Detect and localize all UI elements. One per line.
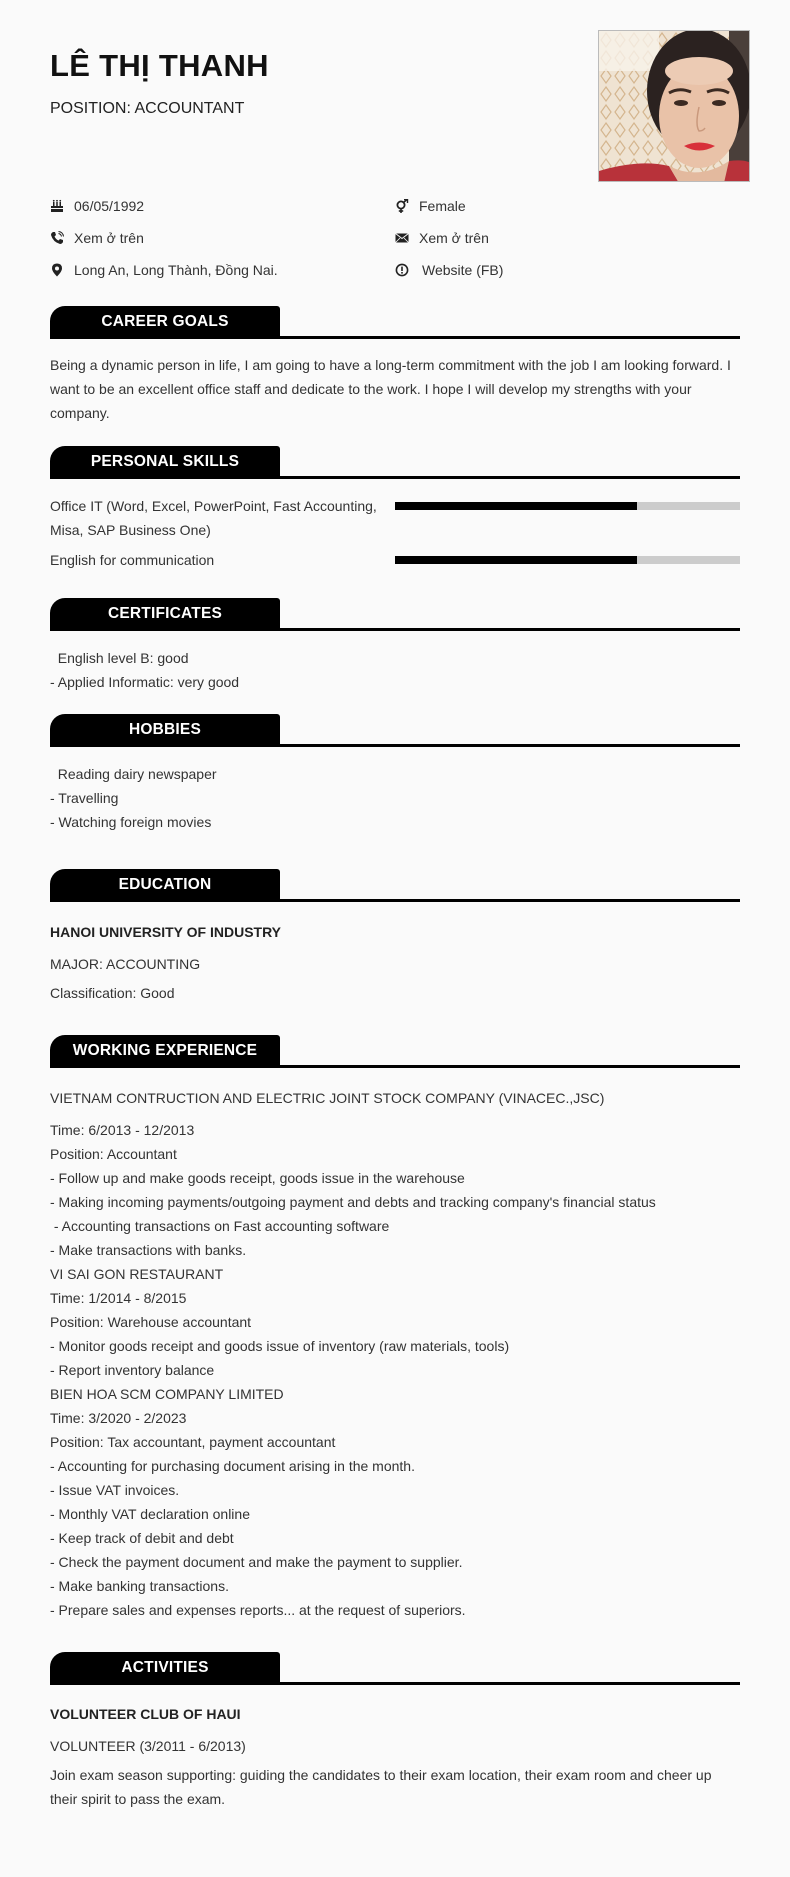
hobby-item: - Watching foreign movies: [50, 814, 212, 830]
hobby-item: - Travelling: [50, 790, 119, 806]
experience-line: Time: 3/2020 - 2/2023: [50, 1410, 187, 1426]
email-value: Xem ở trên: [419, 230, 489, 246]
contact-phone: [50, 228, 144, 248]
phone-value: Xem ở trên: [74, 230, 144, 246]
section-divider: [50, 476, 740, 479]
gender-icon: [395, 199, 409, 213]
location-pin-icon: [50, 263, 64, 277]
contact-birthday: [50, 196, 144, 216]
candidate-name: LÊ THỊ THANH: [50, 48, 269, 83]
profile-photo: [598, 30, 750, 182]
skill-bar-fill: [395, 556, 637, 564]
experience-line: Time: 1/2014 - 8/2015: [50, 1290, 187, 1306]
experience-line: - Keep track of debit and debt: [50, 1530, 234, 1546]
birthday-cake-icon: [50, 199, 64, 213]
experience-line: - Making incoming payments/outgoing payment and debts and tracking company's financial status: [50, 1194, 656, 1210]
website-link[interactable]: Website (FB): [422, 262, 504, 278]
section-title: WORKING EXPERIENCE: [50, 1035, 280, 1067]
section-divider: [50, 628, 740, 631]
section-divider: [50, 744, 740, 747]
career-goals-text: Being a dynamic person in life, I am going to have a long-term commitment with the job I am looking forward. I want to be an excellent office staff and dedicate to the work. I hope I will develop my strengths with your company.: [50, 357, 731, 421]
section-divider: [50, 899, 740, 902]
skill-label: English for communication: [50, 552, 215, 568]
experience-line: - Report inventory balance: [50, 1362, 215, 1378]
contact-email: [395, 228, 489, 248]
skill-bar: [395, 502, 740, 510]
experience-line: - Accounting for purchasing document arising in the month.: [50, 1458, 415, 1474]
experience-company-title: VIETNAM CONTRUCTION AND ELECTRIC JOINT STOCK COMPANY (VINACEC.,JSC): [50, 1090, 605, 1106]
section-title: PERSONAL SKILLS: [50, 446, 280, 478]
contact-website[interactable]: [395, 260, 503, 280]
section-header-certificates: [50, 598, 740, 630]
birthday-value: 06/05/1992: [74, 198, 145, 214]
experience-line: Position: Tax accountant, payment accountant: [50, 1434, 336, 1450]
contact-address: [50, 260, 278, 280]
hobby-item: Reading dairy newspaper: [50, 766, 217, 782]
exclamation-circle-icon: [395, 263, 409, 277]
activity-role: VOLUNTEER (3/2011 - 6/2013): [50, 1738, 246, 1754]
section-title: HOBBIES: [50, 714, 280, 746]
experience-line: - Monthly VAT declaration online: [50, 1506, 250, 1522]
skill-label: Office IT (Word, Excel, PowerPoint, Fast Accounting, Misa, SAP Business One): [50, 498, 377, 538]
education-major: MAJOR: ACCOUNTING: [50, 956, 201, 972]
gender-value: Female: [419, 198, 466, 214]
experience-details: [50, 1118, 750, 1622]
experience-line: - Prepare sales and expenses reports... at the request of superiors.: [50, 1602, 466, 1618]
experience-line: - Make banking transactions.: [50, 1578, 229, 1594]
hobbies-list: [50, 762, 750, 834]
experience-line: - Check the payment document and make the payment to supplier.: [50, 1554, 463, 1570]
section-header-education: [50, 869, 740, 901]
certificates-list: [50, 646, 750, 694]
experience-line: Time: 6/2013 - 12/2013: [50, 1122, 195, 1138]
section-divider: [50, 1065, 740, 1068]
education-classification: Classification: Good: [50, 985, 175, 1001]
section-header-activities: [50, 1652, 740, 1684]
section-header-working-experience: [50, 1035, 740, 1067]
experience-line: VI SAI GON RESTAURANT: [50, 1266, 224, 1282]
address-value: Long An, Long Thành, Đồng Nai.: [74, 262, 278, 278]
certificate-item: English level B: good: [50, 650, 189, 666]
experience-line: - Accounting transactions on Fast accounting software: [50, 1218, 390, 1234]
experience-line: Position: Accountant: [50, 1146, 177, 1162]
portrait-image: [599, 31, 750, 182]
experience-line: - Monitor goods receipt and goods issue of inventory (raw materials, tools): [50, 1338, 510, 1354]
phone-icon: [50, 231, 64, 245]
section-header-personal-skills: [50, 446, 740, 478]
experience-line: - Follow up and make goods receipt, goods issue in the warehouse: [50, 1170, 465, 1186]
activity-description: Join exam season supporting: guiding the candidates to their exam location, their exam room and cheer up their spirit to pass the exam.: [50, 1767, 712, 1807]
envelope-icon: [395, 231, 409, 245]
section-title: CAREER GOALS: [50, 306, 280, 338]
activity-organization: VOLUNTEER CLUB OF HAUI: [50, 1706, 241, 1722]
education-school: HANOI UNIVERSITY OF INDUSTRY: [50, 924, 282, 940]
section-title: CERTIFICATES: [50, 598, 280, 630]
section-header-hobbies: [50, 714, 740, 746]
section-title: EDUCATION: [50, 869, 280, 901]
section-header-career-goals: [50, 306, 740, 338]
contact-gender: [395, 196, 466, 216]
experience-line: - Issue VAT invoices.: [50, 1482, 180, 1498]
skill-bar-fill: [395, 502, 637, 510]
experience-line: Position: Warehouse accountant: [50, 1314, 252, 1330]
experience-line: BIEN HOA SCM COMPANY LIMITED: [50, 1386, 284, 1402]
section-title: ACTIVITIES: [50, 1652, 280, 1684]
candidate-position: POSITION: ACCOUNTANT: [50, 100, 245, 117]
section-divider: [50, 1682, 740, 1685]
certificate-item: - Applied Informatic: very good: [50, 674, 240, 690]
skill-bar: [395, 556, 740, 564]
section-divider: [50, 336, 740, 339]
experience-line: - Make transactions with banks.: [50, 1242, 247, 1258]
